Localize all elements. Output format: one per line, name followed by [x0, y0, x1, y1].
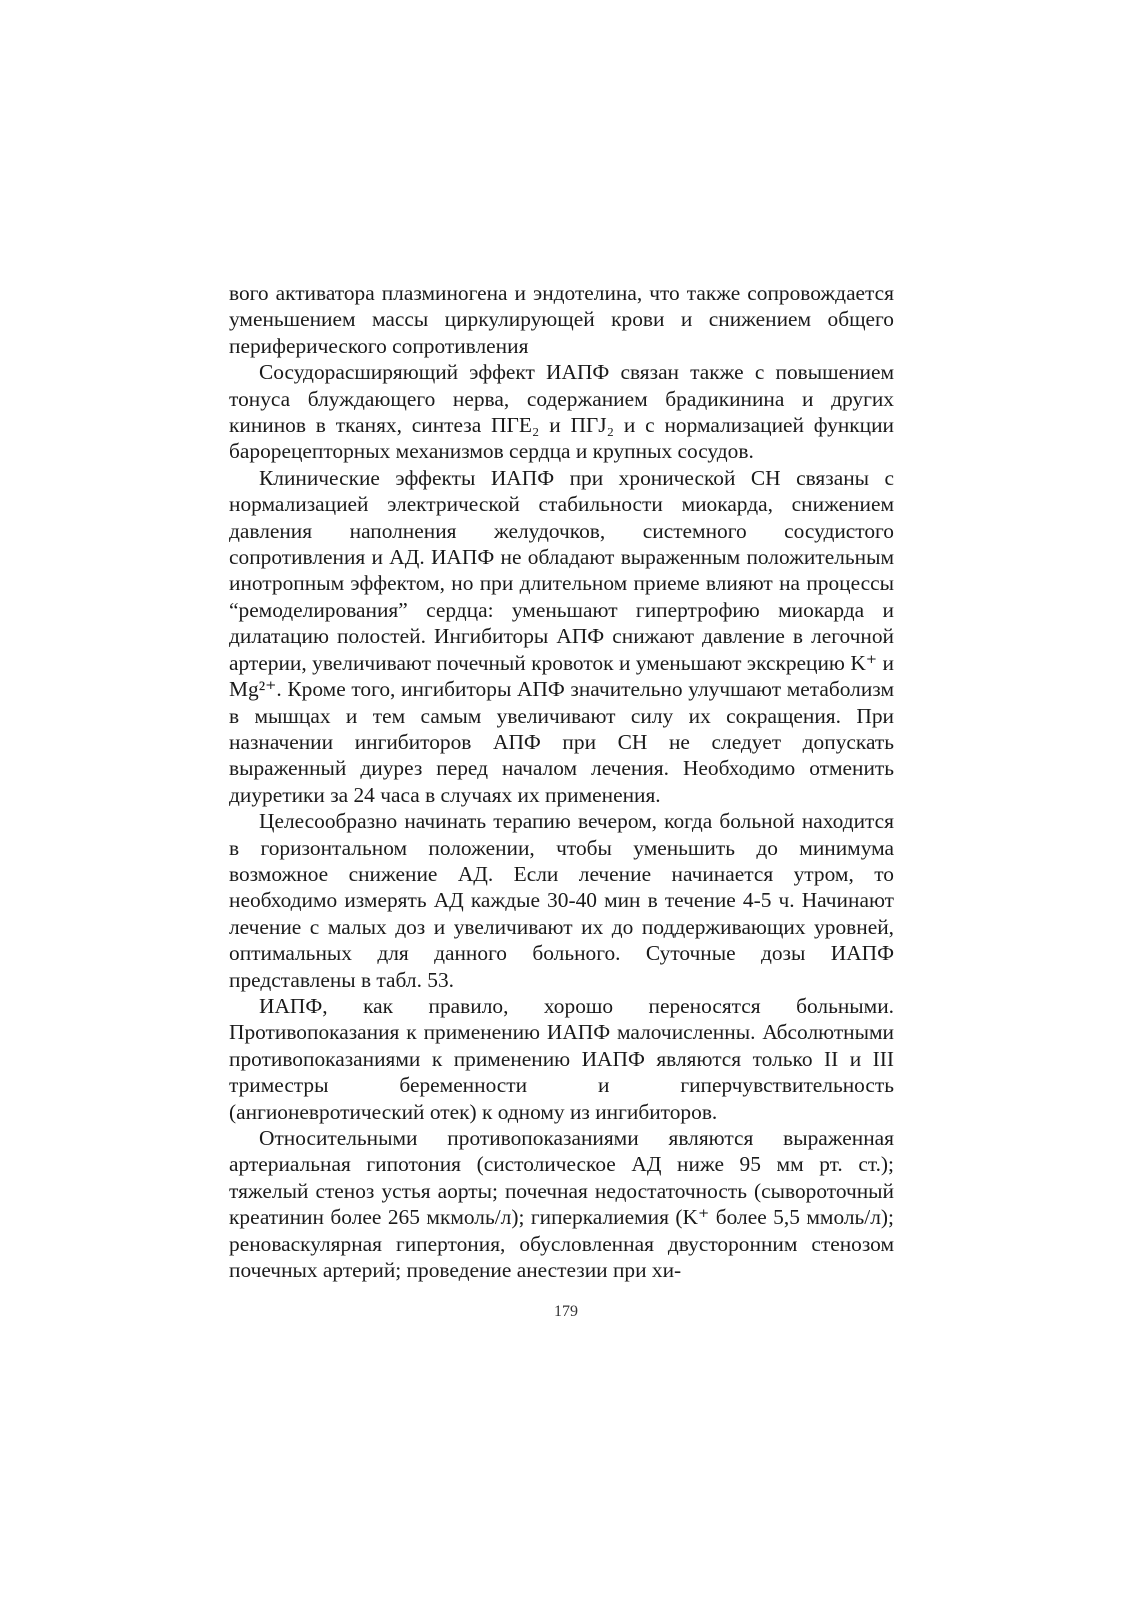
- paragraph: ИАПФ, как правило, хорошо переносятся больными. Противопоказания к применению ИАПФ малочисленны. Абсолютными противопоказаниями к применению ИАПФ являются только II и III триместры беременности и гиперчувствительность (ангионевротический отек) к одному из ингибиторов.: [229, 993, 894, 1124]
- paragraph: Сосудорасширяющий эффект ИАПФ связан также с повышением тонуса блуждающего нерва, содержанием брадикинина и других кининов в тканях, синтеза ПГЕ₂ и ПГJ₂ и с нормализацией функции барорецепторных механизмов сердца и крупных сосудов.: [229, 360, 894, 464]
- paragraph: Относительными противопоказаниями являются выраженная артериальная гипотония (систолическое АД ниже 95 мм рт. ст.); тяжелый стеноз устья аорты; почечная недостаточность (сывороточный креатинин более 265 мкмоль/л); гиперкалиемия (K⁺ более 5,5 ммоль/л); реноваскулярная гипертония, обусловленная двусторонним стенозом почечных артерий; проведение анестезии при хи-: [229, 1126, 894, 1283]
- page-number: 179: [554, 1303, 578, 1320]
- paragraph: Целесообразно начинать терапию вечером, когда больной находится в горизонтальном положении, чтобы уменьшить до минимума возможное снижение АД. Если лечение начинается утром, то необходимо измерять АД каждые 30-40 мин в течение 4-5 ч. Начинают лечение с малых доз и увеличивают их до поддерживающих уровней, оптимальных для данного больного. Суточные дозы ИАПФ представлены в табл. 53.: [229, 809, 894, 992]
- paragraph: Клинические эффекты ИАПФ при хронической СН связаны с нормализацией электрической стабильности миокарда, снижением давления наполнения желудочков, системного сосудистого сопротивления и АД. ИАПФ не обладают выраженным положительным инотропным эффектом, но при длительном приеме влияют на процессы “ремоделирования” сердца: уменьшают гипертрофию миокарда и дилатацию полостей. Ингибиторы АПФ снижают давление в легочной артерии, увеличивают почечный кровоток и уменьшают экскрецию K⁺ и Mg²⁺. Кроме того, ингибиторы АПФ значительно улучшают метаболизм в мышцах и тем самым увеличивают силу их сокращения. При назначении ингибиторов АПФ при СН не следует допускать выраженный диурез перед началом лечения. Необходимо отменить диуретики за 24 часа в случаях их применения.: [229, 465, 894, 807]
- body-text: [229, 280, 894, 1283]
- paragraph-continuation: вого активатора плазминогена и эндотелина, что также сопровождается уменьшением массы циркулирующей крови и снижением общего периферического сопротивления: [229, 281, 894, 358]
